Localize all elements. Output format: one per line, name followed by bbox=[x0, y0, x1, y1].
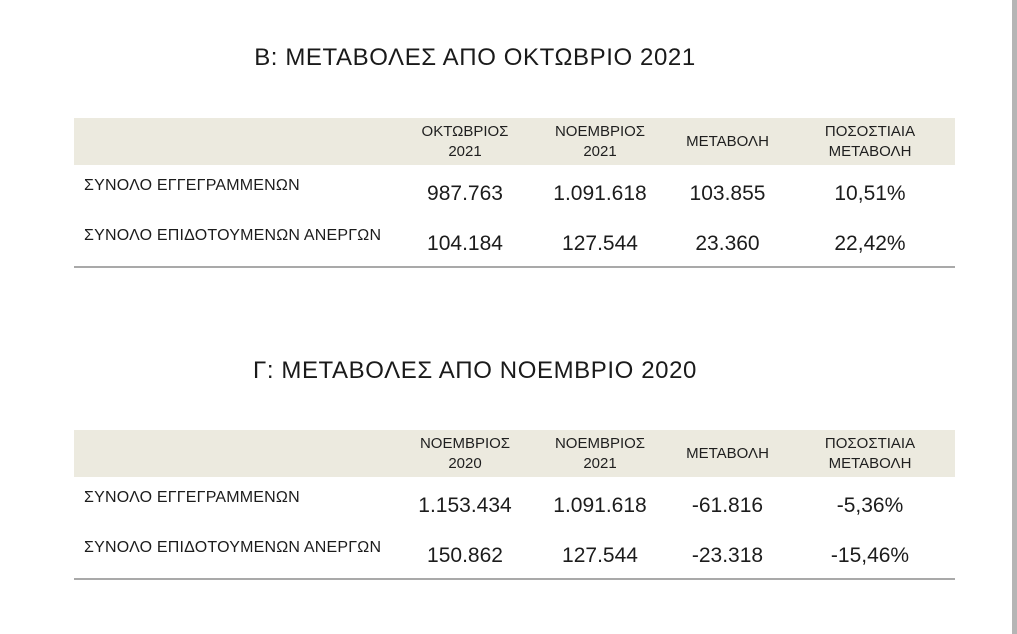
section-c-title: Γ: ΜΕΤΑΒΟΛΕΣ ΑΠΟ ΝΟΕΜΒΡΙΟ 2020 bbox=[253, 357, 697, 384]
table-row bbox=[74, 477, 955, 528]
column-header: ΜΕΤΑΒΟΛΗ bbox=[670, 430, 785, 477]
cell-value: 1.091.618 bbox=[553, 493, 647, 517]
cell-value: 127.544 bbox=[530, 216, 670, 267]
cell-value: -23.318 bbox=[670, 528, 785, 579]
row-label: ΣΥΝΟΛΟ ΕΓΓΕΓΡΑΜΜΕΝΩΝ bbox=[84, 488, 300, 506]
column-header: ΟΚΤΩΒΡΙΟΣ 2021 bbox=[400, 118, 530, 165]
cell-value: 1.091.618 bbox=[553, 181, 647, 205]
table-row bbox=[74, 528, 955, 579]
column-header: ΝΟΕΜΒΡΙΟΣ 2020 bbox=[400, 430, 530, 477]
table-row bbox=[74, 165, 955, 216]
column-header: ΝΟΕΜΒΡΙΟΣ 2021 bbox=[530, 118, 670, 165]
empty-header-cell bbox=[74, 430, 400, 477]
cell-value: 10,51% bbox=[834, 181, 906, 205]
cell-value: 1.153.434 bbox=[418, 493, 512, 517]
table-header-row bbox=[74, 430, 955, 477]
section-b-title: Β: ΜΕΤΑΒΟΛΕΣ ΑΠΟ ΟΚΤΩΒΡΙΟ 2021 bbox=[254, 44, 696, 71]
changes-from-november-2020-table bbox=[74, 430, 955, 580]
cell-value: -61.816 bbox=[691, 493, 764, 517]
cell-value: 104.184 bbox=[400, 216, 530, 267]
table-header-row bbox=[74, 118, 955, 165]
column-header: ΠΟΣΟΣΤΙΑΙΑ ΜΕΤΑΒΟΛΗ bbox=[785, 430, 955, 477]
row-label: ΣΥΝΟΛΟ ΕΓΓΕΓΡΑΜΜΕΝΩΝ bbox=[84, 176, 300, 194]
column-header: ΜΕΤΑΒΟΛΗ bbox=[670, 118, 785, 165]
table-row bbox=[74, 216, 955, 267]
row-label: ΣΥΝΟΛΟ ΕΠΙΔΟΤΟΥΜΕΝΩΝ ΑΝΕΡΓΩΝ bbox=[74, 216, 400, 267]
cell-value: -15,46% bbox=[785, 528, 955, 579]
cell-value: -5,36% bbox=[836, 493, 904, 517]
column-header: ΝΟΕΜΒΡΙΟΣ 2021 bbox=[530, 430, 670, 477]
cell-value: 127.544 bbox=[530, 528, 670, 579]
column-header: ΠΟΣΟΣΤΙΑΙΑ ΜΕΤΑΒΟΛΗ bbox=[785, 118, 955, 165]
scrollbar[interactable] bbox=[1012, 0, 1017, 634]
cell-value: 150.862 bbox=[400, 528, 530, 579]
cell-value: 23.360 bbox=[670, 216, 785, 267]
cell-value: 103.855 bbox=[689, 181, 766, 205]
cell-value: 22,42% bbox=[785, 216, 955, 267]
row-label: ΣΥΝΟΛΟ ΕΠΙΔΟΤΟΥΜΕΝΩΝ ΑΝΕΡΓΩΝ bbox=[74, 528, 400, 579]
changes-from-october-2021-table bbox=[74, 118, 955, 268]
cell-value: 987.763 bbox=[427, 181, 503, 205]
empty-header-cell bbox=[74, 118, 400, 165]
